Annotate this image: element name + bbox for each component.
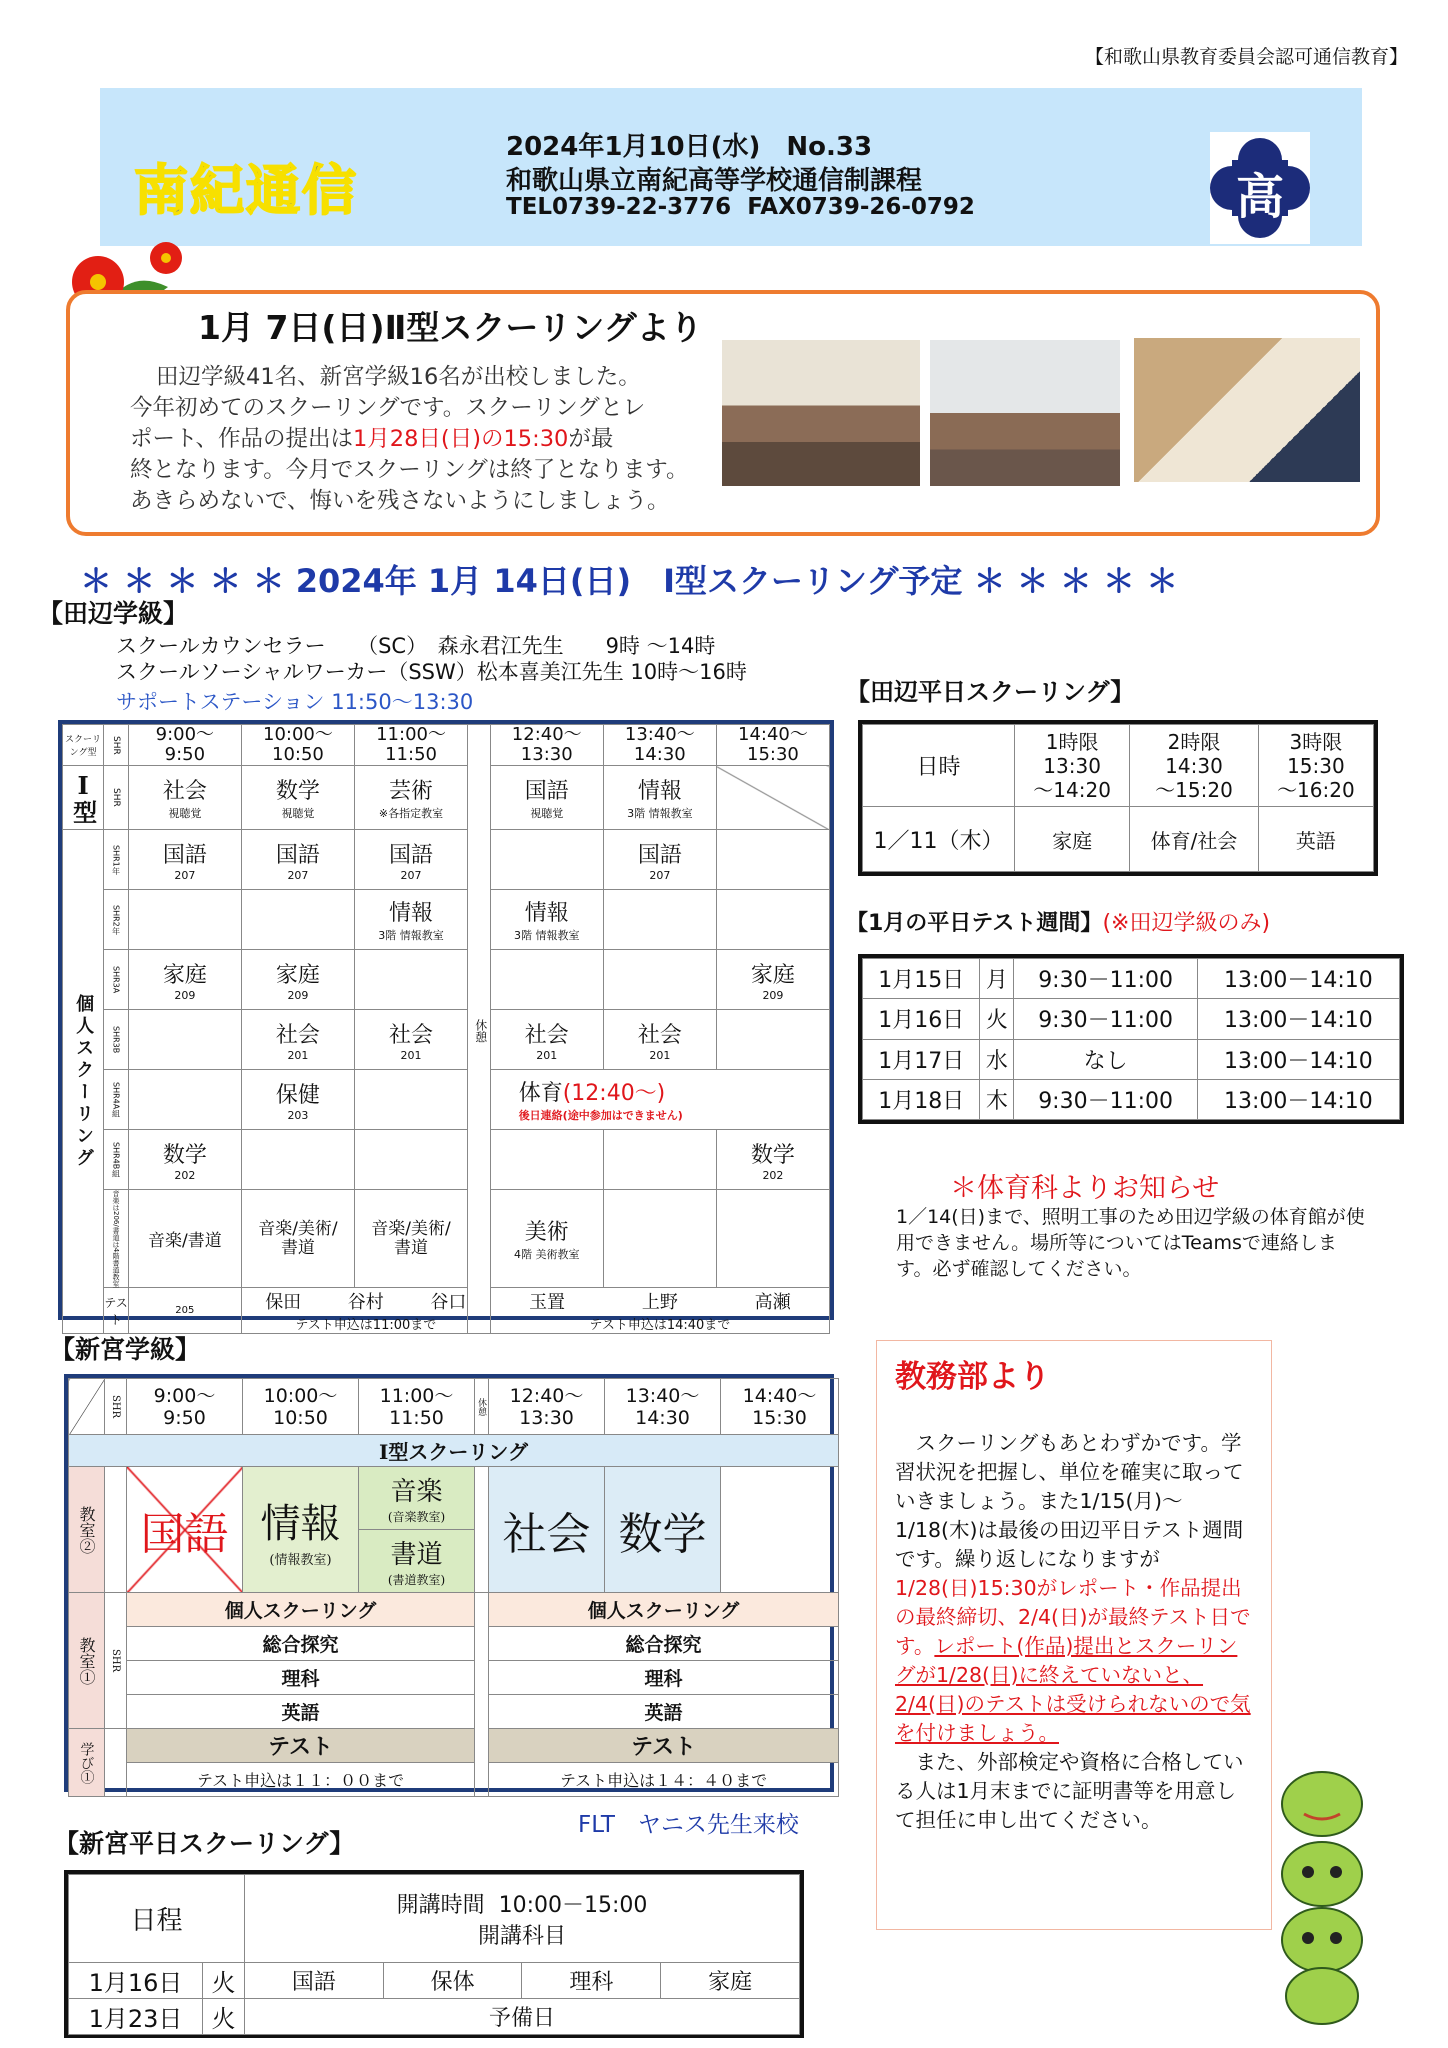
subject-cell: 総合探究 [489, 1627, 839, 1661]
shingu-weekday-heading: 【新宮平日スクーリング】 [54, 1829, 355, 1858]
period-header: 14:40～ 15:30 [716, 725, 829, 766]
testweek-cell: 水 [980, 1039, 1014, 1079]
subject-cell: 数学 202 [128, 1130, 241, 1190]
break-header: 休憩 [475, 1379, 489, 1435]
pe-notice-title: ＊体育科よりお知らせ [950, 1173, 1220, 1204]
subject-cell: 家庭 209 [716, 950, 829, 1010]
test-proctors-pm: 玉置 上野 高瀬 テスト申込は14:40まで [490, 1288, 829, 1334]
subject-cell: 英語 [1258, 807, 1373, 872]
arts-row [63, 1190, 830, 1288]
subject-cell: 社会 [489, 1467, 605, 1593]
table-row [863, 1039, 1400, 1079]
flt-visit: FLT ヤニス先生来校 [578, 1812, 799, 1838]
art-room-cell: 音楽は206/書道は4階書道教室 [104, 1190, 129, 1288]
shingu-heading: 【新宮学級】 [50, 1335, 201, 1364]
subject-cell: 国語 207 [603, 830, 716, 890]
period-header: 9:00～ 9:50 [127, 1379, 243, 1435]
shr-cell: SHR [105, 1593, 127, 1729]
subject-cell: 社会 視聴覚 [128, 766, 241, 830]
news-body: 田辺学級41名、新宮学級16名が出校しました。 今年初めてのスクーリングです。スクーリングとレ ポート、作品の提出は1月28日(日)の15:30が最 終となります。今月でスクーリングは終了となります。 あきらめないで、悔いを残さないようにしましょう。 [130, 364, 689, 514]
schedule-banner: ＊ ＊ ＊ ＊ ＊ 2024年 1月 14日(日) Ⅰ型スクーリング予定 ＊ ＊ ＊ ＊ ＊ [80, 562, 1179, 600]
subject-cell: 情報 3階 情報教室 [490, 890, 603, 950]
test-band: テスト [489, 1729, 839, 1763]
tanabe-timetable [58, 720, 834, 1334]
testweek-cell: 13:00－14:10 [1197, 1039, 1399, 1079]
testweek-cell: 9:30－11:00 [1014, 1079, 1197, 1119]
subject-cell: 家庭 [661, 1963, 800, 1999]
period-header: 11:00～ 11:50 [359, 1379, 475, 1435]
subject-cell: 情報 3階 情報教室 [603, 766, 716, 830]
issue-date: 2024年1月10日(水) No.33 [506, 132, 873, 162]
testweek-cell: 13:00－14:10 [1197, 1079, 1399, 1119]
subject-cell: 数学 202 [716, 1130, 829, 1190]
table-row [863, 959, 1400, 999]
subject-cell: 総合探究 [127, 1627, 475, 1661]
room1-label: 教室① [69, 1593, 105, 1729]
test-note: テスト申込は１４：４０まで [489, 1763, 839, 1797]
testweek-cell: 月 [980, 959, 1014, 999]
table-row [863, 999, 1400, 1039]
subject-cell: 社会 201 [241, 1010, 354, 1070]
subject-cell: 英語 [127, 1695, 475, 1729]
kyomu-body: スクーリングもあとわずかです。学習状況を把握し、単位を確実に取っていきましょう。また1/15(月)～1/18(木)は最後の田辺平日テスト週間です。繰り返しになりますが 1/28(日)15:30がレポート・作品提出の最終締切、2/4(日)が最終テスト日です。レポート(作品)提出とスクーリングが1/28(日)に終えていないと、2/4(日)のテストは受けられないので気を付けましょう。 また、外部検定や資格に合格している人は1月末までに証明書等を用意して担任に申し出てください。 [895, 1431, 1251, 1832]
pe-notice-body: 1／14(日)まで、照明工事のため田辺学級の体育館が使用できません。場所等についてはTeamsで連絡します。必ず確認してください。 [896, 1206, 1365, 1280]
period-header: 10:00～ 10:50 [241, 725, 354, 766]
ssw-info: スクールソーシャルワーカー（SSW）松本喜美江先生 10時～16時 [116, 660, 747, 684]
subject-cell: 音楽/書道 [128, 1190, 241, 1288]
type-header: スクーリング型 [63, 725, 104, 766]
dragon-mascot-icon [1264, 1764, 1382, 2028]
photo-student-drawing [1134, 338, 1360, 482]
subject-cell: 情報 3階 情報教室 [354, 890, 467, 950]
subject-cell: 社会 201 [490, 1010, 603, 1070]
dow-cell: 火 [203, 1999, 245, 2035]
subject-cell: 保健 203 [241, 1070, 354, 1130]
subject-cell: 情報 (情報教室) [243, 1467, 359, 1593]
table-row [63, 1130, 830, 1190]
masthead-logo: 南紀通信 [134, 159, 358, 222]
subject-cell: 体育/社会 [1130, 807, 1259, 872]
test-room: 205 [128, 1288, 241, 1334]
subject-cell: 英語 [489, 1695, 839, 1729]
school-name: 和歌山県立南紀高等学校通信制課程 [506, 166, 923, 196]
subject-cell: 社会 201 [354, 1010, 467, 1070]
table-row [63, 830, 830, 890]
period-header: 12:40～ 13:30 [490, 725, 603, 766]
subject-cell: 国語 207 [128, 830, 241, 890]
kojin-band: 個人スクーリング [489, 1593, 839, 1627]
period-header: 12:40～ 13:30 [489, 1379, 605, 1435]
col-header: 日時 [863, 725, 1015, 807]
subject-cell: 家庭 209 [241, 950, 354, 1010]
subject-cell: 理科 [127, 1661, 475, 1695]
subject-cell: 家庭 [1015, 807, 1130, 872]
testweek-cell: 13:00－14:10 [1197, 959, 1399, 999]
shr-cell: SHR [104, 766, 129, 830]
test-label: テスト [104, 1288, 129, 1334]
shr-cell: SHR1年 [104, 830, 129, 890]
news-title: 1月 7日(日)Ⅱ型スクーリングより [198, 308, 703, 347]
type1-band: Ⅰ型スクーリング [69, 1435, 839, 1467]
news-box [66, 290, 1380, 536]
subject-cell: 美術 4階 美術教室 [490, 1190, 603, 1288]
table-row [63, 890, 830, 950]
shr-cell: SHR4A組 [104, 1070, 129, 1130]
weekday-heading: 【田辺平日スクーリング】 [846, 678, 1135, 706]
subject-cancelled: 国語 [127, 1467, 243, 1593]
shr-cell: SHR3B [104, 1010, 129, 1070]
col-header: 日程 [69, 1875, 245, 1963]
empty-cell [716, 766, 829, 830]
type1-row [63, 766, 830, 830]
photo-classroom-1 [722, 340, 920, 486]
subject-cell: 家庭 209 [128, 950, 241, 1010]
kyomu-box [876, 1340, 1272, 1930]
table-row [63, 1010, 830, 1070]
dow-cell: 火 [203, 1963, 245, 1999]
subject-cell: 予備日 [245, 1999, 800, 2035]
subject-cell: 社会 201 [603, 1010, 716, 1070]
period-header: 10:00～ 10:50 [243, 1379, 359, 1435]
testweek-cell: 9:30－11:00 [1014, 999, 1197, 1039]
subject-cell: 音楽/美術/ 書道 [354, 1190, 467, 1288]
subject-cell: 数学 [605, 1467, 721, 1593]
period-header: 11:00～ 11:50 [354, 725, 467, 766]
subject-cell: 数学 視聴覚 [241, 766, 354, 830]
subject-cell: 保体 [383, 1963, 522, 1999]
photo-classroom-2 [930, 340, 1120, 486]
manabi-label: 学び① [69, 1729, 105, 1797]
table-row [63, 1070, 830, 1130]
period-header: 13:40～ 14:30 [605, 1379, 721, 1435]
subject-cell: 国語 視聴覚 [490, 766, 603, 830]
weekday-table [858, 720, 1378, 876]
shr-cell: SHR2年 [104, 890, 129, 950]
testweek-table [858, 954, 1404, 1124]
shingu-timetable [64, 1374, 834, 1792]
period-header: 14:40～ 15:30 [721, 1379, 839, 1435]
counselor-info: スクールカウンセラー （SC） 森永君江先生 9時 ～14時 [116, 634, 716, 658]
testweek-cell: 1月15日 [863, 959, 980, 999]
subject-cell: 理科 [489, 1661, 839, 1695]
col-header: 2時限 14:30 ～15:20 [1130, 725, 1259, 807]
test-band: テスト [127, 1729, 475, 1763]
kojin-label: 個人スクーリング [63, 830, 104, 1334]
testweek-cell: 13:00－14:10 [1197, 999, 1399, 1039]
kojin-band: 個人スクーリング [127, 1593, 475, 1627]
table-row [863, 1079, 1400, 1119]
test-row [63, 1288, 830, 1334]
period-header: 13:40～ 14:30 [603, 725, 716, 766]
shr-header: SHR [105, 1379, 127, 1435]
shr-header: SHR [104, 725, 129, 766]
test-proctors-am: 保田 谷村 谷口 テスト申込は11:00まで [241, 1288, 490, 1334]
col-header: 3時限 15:30 ～16:20 [1258, 725, 1373, 807]
subject-cell: 音楽 (音楽教室) 書道 (書道教室) [359, 1467, 475, 1593]
emblem: 高 [1210, 132, 1310, 244]
table-row [63, 950, 830, 1010]
break-column: 休憩 [468, 725, 491, 1334]
col-header: 開講時間 10:00－15:00 開講科目 [245, 1875, 800, 1963]
room2-label: 教室② [69, 1467, 105, 1593]
shr-cell: SHR3A [104, 950, 129, 1010]
shingu-weekday-table [64, 1870, 804, 2038]
kyomu-title: 教務部より [895, 1359, 1050, 1395]
testweek-cell: 1月18日 [863, 1079, 980, 1119]
contact: TEL0739-22-3776 FAX0739-26-0792 [506, 194, 975, 220]
testweek-heading: 【1月の平日テスト週間】(※田辺学級のみ) [846, 911, 1271, 936]
corner-cell [69, 1379, 105, 1435]
subject-cell: 国語 207 [354, 830, 467, 890]
testweek-cell: 木 [980, 1079, 1014, 1119]
testweek-cell: 1月16日 [863, 999, 980, 1039]
date-cell: 1月16日 [69, 1963, 203, 1999]
subject-cell: 国語 [245, 1963, 384, 1999]
period-header: 9:00～ 9:50 [128, 725, 241, 766]
support-station: サポートステーション 11:50～13:30 [116, 690, 474, 714]
testweek-cell: 火 [980, 999, 1014, 1039]
subject-cell: 音楽/美術/ 書道 [241, 1190, 354, 1288]
shr-cell: SHR4B組 [104, 1130, 129, 1190]
date-cell: 1／11（木） [863, 807, 1015, 872]
pe-cell: 体育(12:40～) 後日連絡(途中参加はできません) [490, 1070, 829, 1130]
masthead [100, 88, 1362, 246]
test-note: テスト申込は１１：００まで [127, 1763, 475, 1797]
authority-note: 【和歌山県教育委員会認可通信教育】 [1084, 46, 1408, 68]
subject-cell: 理科 [522, 1963, 661, 1999]
type1-label: Ⅰ型 [63, 766, 104, 830]
subject-cell: 国語 207 [241, 830, 354, 890]
testweek-cell: 9:30－11:00 [1014, 959, 1197, 999]
tanabe-heading: 【田辺学級】 [38, 599, 189, 628]
testweek-cell: 1月17日 [863, 1039, 980, 1079]
testweek-cell: なし [1014, 1039, 1197, 1079]
date-cell: 1月23日 [69, 1999, 203, 2035]
subject-cell: 芸術 ※各指定教室 [354, 766, 467, 830]
col-header: 1時限 13:30 ～14:20 [1015, 725, 1130, 807]
